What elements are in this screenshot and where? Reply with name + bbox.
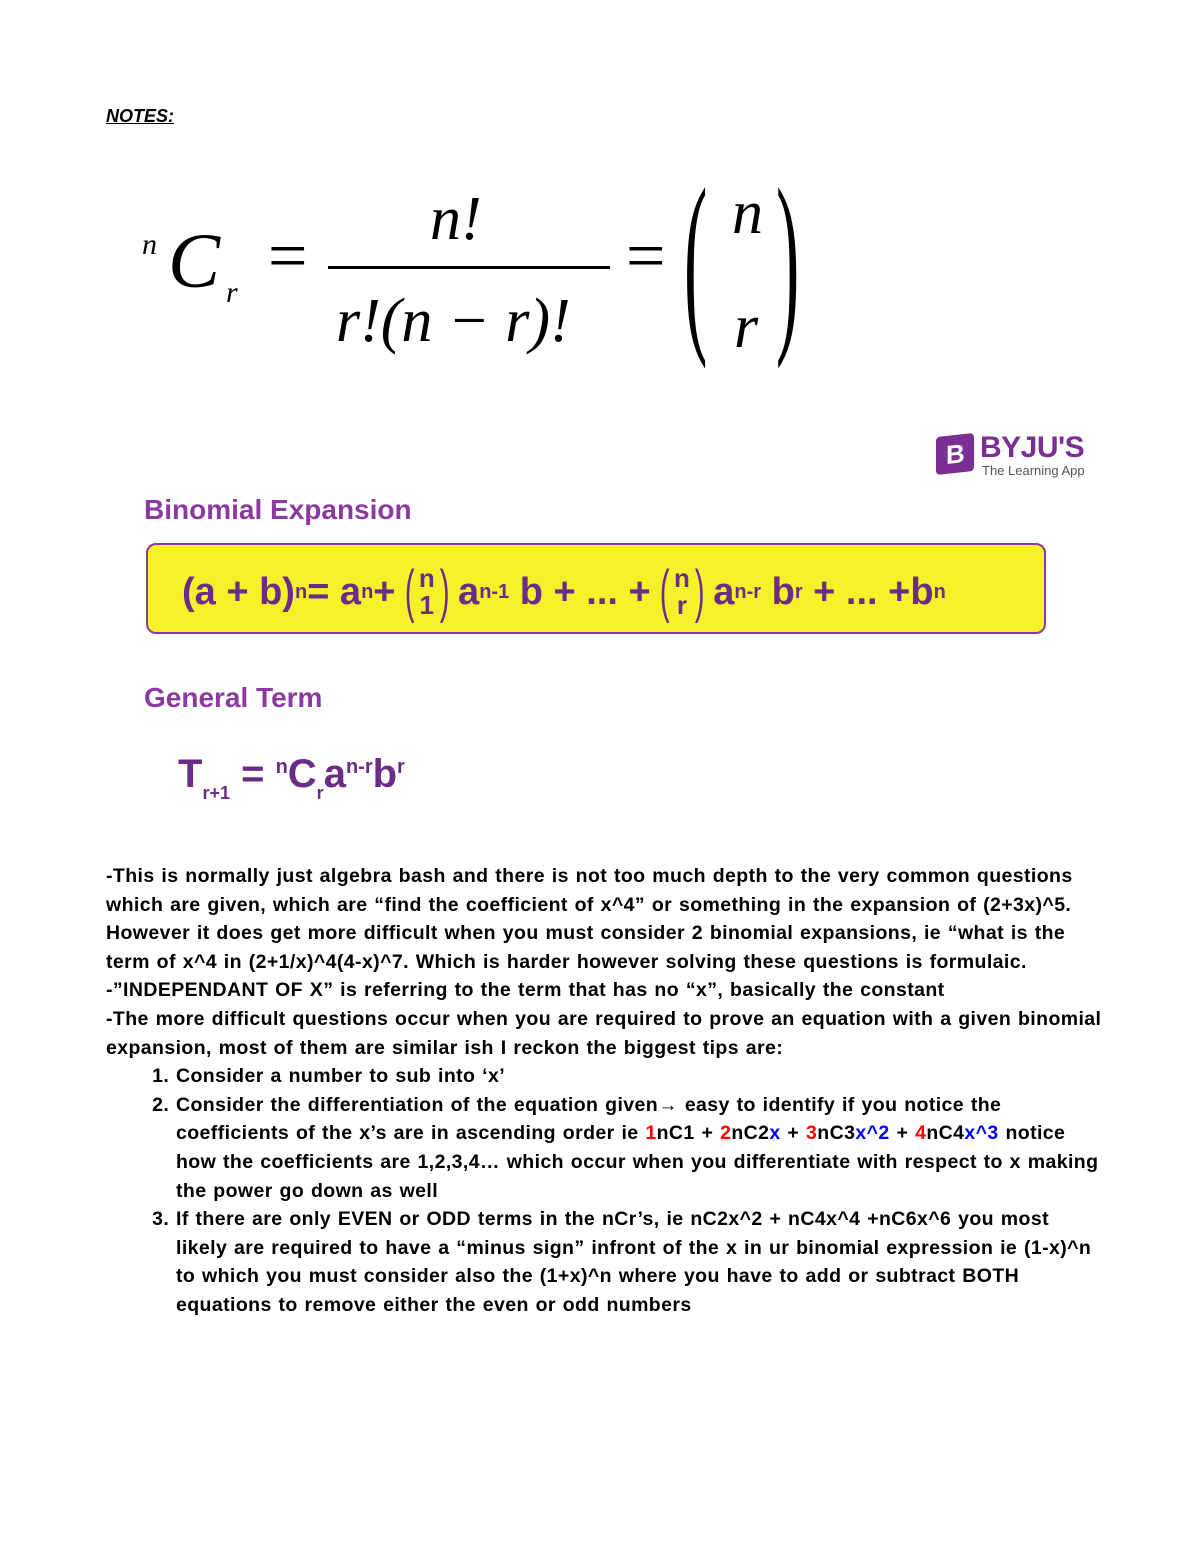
ncr-equals-1: = <box>268 218 308 295</box>
tips-list <box>106 1062 1106 1319</box>
byjus-logo-mark: B <box>936 433 974 475</box>
tip-item-2: 2. Consider the differentiation of the equation given→ easy to identify if you notice the coefficients of the x’s are in ascending order ie 1nC1 + 2nC2x + 3nC3x^2 + 4nC4x^3 notice how the coefficients are 1,2,3,4… which occur when you differentiate with respect to x making the power go down as well <box>176 1091 1106 1205</box>
binom-n-1: ( n 1 ) <box>404 559 450 624</box>
notes-body <box>106 862 1106 1320</box>
general-term-formula: $T_{r+1} = ^nC_ra^{n-r}b^r$ <box>178 752 405 803</box>
ncr-c: C <box>168 217 221 304</box>
ncr-equals-2: = <box>626 218 666 295</box>
byjus-logo-word: BYJU'S <box>980 431 1085 464</box>
fraction-bar <box>328 266 610 269</box>
paragraph-independent: -”INDEPENDANT OF X” is referring to the term that has no “x”, basically the constant <box>106 979 945 1002</box>
right-paren: ) <box>776 149 800 370</box>
tip-item-3: 3. If there are only EVEN or ODD terms in the nCr’s, ie nC2x^2 + nC4x^4 +nC6x^6 you most likely are required to have a “minus sign” infront of the x in ur binomial expression ie (1-x)^n to which you must consider also the (1+x)^n where you have to add or subtract BOTH equations to remove either the even or odd numbers <box>176 1205 1106 1319</box>
binom-top: n <box>732 179 763 247</box>
byjus-logo-tagline: The Learning App <box>982 463 1085 478</box>
ncr-formula <box>140 149 820 390</box>
ncr-numerator: n! <box>430 185 482 253</box>
left-paren: ( <box>684 149 708 370</box>
general-term-title: General Term <box>144 682 323 713</box>
notes-heading: NOTES: <box>106 106 175 126</box>
paragraph-intro: -This is normally just algebra bash and there is not too much depth to the very common questions which are given, which are “find the coefficient of x^4” or something in the expansion of (2+3x)^5. However it does get more difficult when you must consider 2 binomial expansions, ie “what is the term of x^4 in (2+1/x)^4(4-x)^7. Which is harder however solving these questions is formulaic. <box>106 865 1073 973</box>
binom-bottom: r <box>734 293 759 361</box>
binomial-expansion-box <box>146 543 1046 634</box>
tip-item-1: 1. Consider a number to sub into ‘x’ <box>176 1062 1106 1091</box>
binomial-expansion-formula: (a + b) n = a n + ( n 1 ) a n-1 b + ... + ( n r ) a n-r b r + ... +b n <box>182 559 946 624</box>
ncr-superscript-n: n <box>142 228 157 261</box>
byjus-logo <box>936 433 1096 481</box>
paragraph-difficult: -The more difficult questions occur when you are required to prove an equation with a given binomial expansion, most of them are similar ish I reckon the biggest tips are: <box>106 1007 1102 1059</box>
binomial-expansion-title: Binomial Expansion <box>144 494 412 525</box>
ncr-subscript-r: r <box>226 276 238 309</box>
binom-n-r: ( n r ) <box>659 559 705 624</box>
ncr-denominator: r!(n − r)! <box>336 287 571 355</box>
